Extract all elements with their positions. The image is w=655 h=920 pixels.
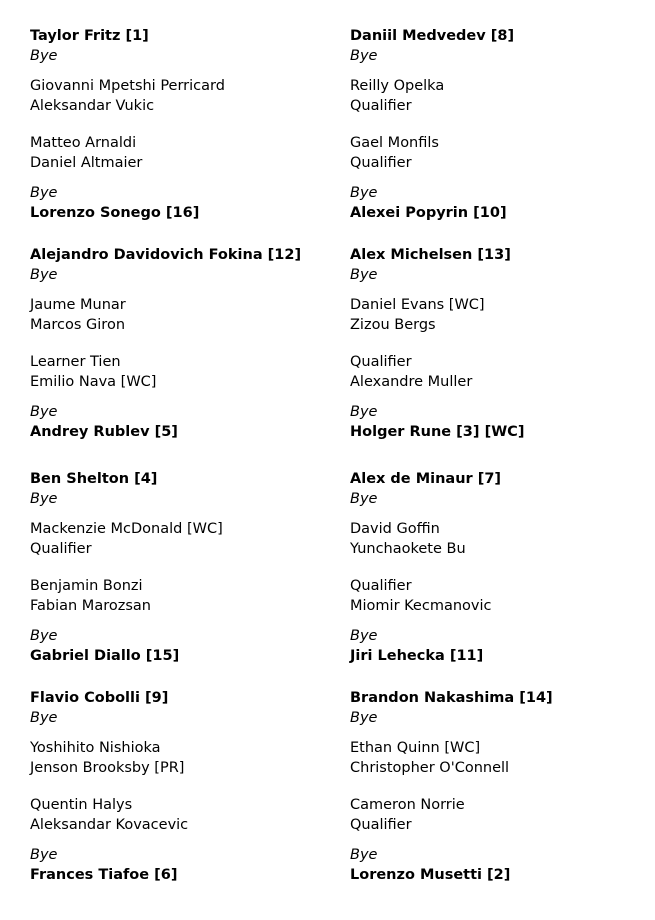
- bye-label: Bye: [350, 710, 378, 726]
- seeded-player: Andrey Rublev [5]: [30, 424, 178, 440]
- bye-label: Bye: [30, 847, 58, 863]
- player-name: Aleksandar Vukic: [30, 98, 155, 114]
- player-name: Qualifier: [350, 155, 412, 171]
- player-name: Christopher O'Connell: [350, 760, 510, 776]
- player-name: Marcos Giron: [30, 317, 126, 333]
- bye-label: Bye: [350, 847, 378, 863]
- player-name: Qualifier: [350, 578, 412, 594]
- player-name: Qualifier: [350, 98, 412, 114]
- player-name: Yoshihito Nishioka: [30, 740, 161, 756]
- bye-label: Bye: [30, 48, 58, 64]
- seeded-player: Frances Tiafoe [6]: [30, 867, 178, 883]
- player-name: Yunchaokete Bu: [350, 541, 466, 557]
- bye-label: Bye: [350, 267, 378, 283]
- bye-label: Bye: [350, 48, 378, 64]
- seeded-player: Jiri Lehecka [11]: [350, 648, 484, 664]
- player-name: Quentin Halys: [30, 797, 133, 813]
- player-name: Miomir Kecmanovic: [350, 598, 492, 614]
- player-name: Benjamin Bonzi: [30, 578, 143, 594]
- bye-label: Bye: [30, 185, 58, 201]
- bye-label: Bye: [30, 491, 58, 507]
- seeded-player: Daniil Medvedev [8]: [350, 28, 515, 44]
- seeded-player: Flavio Cobolli [9]: [30, 690, 169, 706]
- seeded-player: Alex Michelsen [13]: [350, 247, 511, 263]
- seeded-player: Gabriel Diallo [15]: [30, 648, 180, 664]
- player-name: Fabian Marozsan: [30, 598, 151, 614]
- player-name: Qualifier: [30, 541, 92, 557]
- seeded-player: Alejandro Davidovich Fokina [12]: [30, 247, 302, 263]
- player-name: Emilio Nava [WC]: [30, 374, 157, 390]
- seeded-player: Taylor Fritz [1]: [30, 28, 149, 44]
- player-name: Gael Monfils: [350, 135, 439, 151]
- player-name: Matteo Arnaldi: [30, 135, 137, 151]
- bye-label: Bye: [350, 185, 378, 201]
- player-name: Aleksandar Kovacevic: [30, 817, 189, 833]
- player-name: Qualifier: [350, 817, 412, 833]
- player-name: Daniel Evans [WC]: [350, 297, 485, 313]
- player-name: Zizou Bergs: [350, 317, 436, 333]
- bye-label: Bye: [350, 491, 378, 507]
- seeded-player: Lorenzo Sonego [16]: [30, 205, 200, 221]
- player-name: Learner Tien: [30, 354, 121, 370]
- player-name: Jenson Brooksby [PR]: [30, 760, 185, 776]
- player-name: Daniel Altmaier: [30, 155, 143, 171]
- bye-label: Bye: [30, 404, 58, 420]
- seeded-player: Holger Rune [3] [WC]: [350, 424, 525, 440]
- seeded-player: Alexei Popyrin [10]: [350, 205, 507, 221]
- bye-label: Bye: [30, 267, 58, 283]
- player-name: Ethan Quinn [WC]: [350, 740, 481, 756]
- bye-label: Bye: [350, 628, 378, 644]
- bye-label: Bye: [30, 628, 58, 644]
- player-name: Alexandre Muller: [350, 374, 473, 390]
- player-name: Giovanni Mpetshi Perricard: [30, 78, 225, 94]
- seeded-player: Alex de Minaur [7]: [350, 471, 502, 487]
- player-name: Mackenzie McDonald [WC]: [30, 521, 223, 537]
- player-name: David Goffin: [350, 521, 440, 537]
- seeded-player: Lorenzo Musetti [2]: [350, 867, 511, 883]
- seeded-player: Ben Shelton [4]: [30, 471, 158, 487]
- player-name: Jaume Munar: [30, 297, 126, 313]
- bye-label: Bye: [30, 710, 58, 726]
- player-name: Reilly Opelka: [350, 78, 445, 94]
- bye-label: Bye: [350, 404, 378, 420]
- seeded-player: Brandon Nakashima [14]: [350, 690, 553, 706]
- player-name: Cameron Norrie: [350, 797, 465, 813]
- player-name: Qualifier: [350, 354, 412, 370]
